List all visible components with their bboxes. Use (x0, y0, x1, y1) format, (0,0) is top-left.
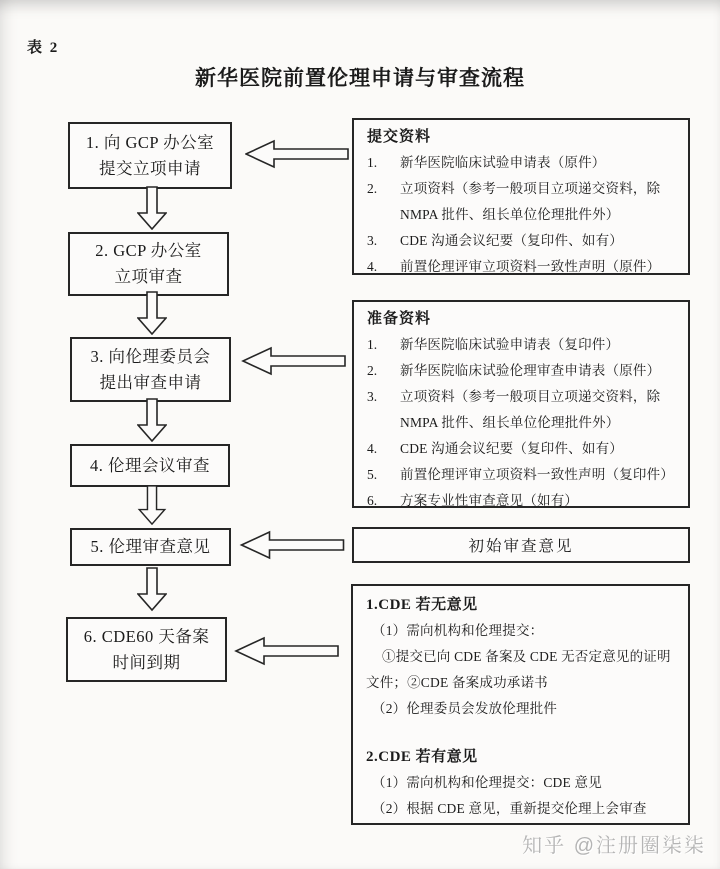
list-item (367, 176, 682, 228)
left-arrow-icon-4 (234, 636, 340, 666)
submit-materials-box (352, 118, 690, 275)
section-gap (366, 722, 680, 744)
left-arrow-icon-1 (245, 139, 349, 169)
cde-no-opinion-line: （1）需向机构和伦理提交： (372, 623, 544, 638)
list-item-number: 2. (367, 363, 378, 378)
flow-step-1-line2: 提交立项申请 (99, 158, 201, 178)
list-item (367, 462, 682, 488)
list-item-text: 新华医院临床试验伦理审查申请表（原件） (400, 363, 661, 378)
cde-has-opinion-line: （1）需向机构和伦理提交：CDE 意见 (372, 775, 602, 790)
list-item (367, 488, 682, 514)
list-item-number: 4. (367, 441, 378, 456)
flow-step-3 (70, 337, 231, 402)
down-arrow-icon-4 (137, 485, 167, 525)
list-item-text: CDE 沟通会议纪要（复印件、如有） (400, 233, 623, 248)
list-item (367, 384, 682, 436)
page-title: 新华医院前置伦理申请与审查流程 (195, 66, 525, 90)
list-item-text: 立项资料（参考一般项目立项递交资料，除 NMPA 批件、组长单位伦理批件外） (400, 389, 661, 430)
list-item-text: CDE 沟通会议纪要（复印件、如有） (400, 441, 623, 456)
list-item-number: 6. (367, 493, 378, 508)
list-item (367, 436, 682, 462)
flow-step-5-line1: 5. 伦理审查意见 (90, 537, 211, 556)
initial-opinion-box (352, 527, 690, 563)
submit-materials-title: 提交资料 (367, 129, 432, 145)
flow-step-2-line1: 2. GCP 办公室 (95, 241, 202, 260)
cde-no-opinion-line: 文件；②CDE 备案成功承诺书 (366, 675, 548, 690)
flow-step-2 (68, 232, 229, 296)
list-item-text: 前置伦理评审立项资料一致性声明（原件） (400, 259, 661, 274)
list-item-number: 1. (367, 337, 378, 352)
flow-step-1 (68, 122, 232, 189)
list-item-number: 1. (367, 155, 378, 170)
flow-step-6-line2: 时间到期 (112, 652, 181, 672)
flow-step-4 (70, 444, 230, 487)
list-item-text: 前置伦理评审立项资料一致性声明（复印件） (400, 467, 674, 482)
down-arrow-icon-1 (137, 186, 167, 230)
down-arrow-icon-5 (137, 566, 167, 612)
cde-has-opinion-line: （2）根据 CDE 意见，重新提交伦理上会审查 (372, 801, 647, 816)
list-item-number: 4. (367, 259, 378, 274)
list-item-number: 3. (367, 233, 378, 248)
left-arrow-icon-2 (240, 346, 348, 376)
down-arrow-icon-3 (137, 398, 167, 442)
list-item (367, 150, 682, 176)
list-item-number: 5. (367, 467, 378, 482)
list-item-text: 新华医院临床试验申请表（复印件） (400, 337, 620, 352)
list-item-text: 方案专业性审查意见（如有） (400, 493, 579, 508)
cde-opinion-box (351, 584, 690, 825)
list-item (367, 358, 682, 384)
flow-step-5 (70, 528, 231, 566)
list-item (367, 228, 682, 254)
list-item (367, 254, 682, 280)
cde-has-opinion-heading: 2.CDE 若有意见 (366, 749, 478, 765)
list-item-number: 3. (367, 389, 378, 404)
down-arrow-icon-2 (137, 291, 167, 335)
list-item-text: 新华医院临床试验申请表（原件） (400, 155, 606, 170)
table-label: 表 2 (27, 40, 60, 56)
cde-no-opinion-heading: 1.CDE 若无意见 (366, 597, 478, 613)
flow-step-3-line2: 提出审查申请 (99, 372, 202, 392)
flow-step-4-line1: 4. 伦理会议审查 (90, 455, 210, 475)
cde-no-opinion-line: ①提交已向 CDE 备案及 CDE 无否定意见的证明 (382, 649, 671, 664)
flow-step-6-line1: 6. CDE60 天备案 (83, 626, 210, 646)
flow-step-2-line2: 立项审查 (114, 267, 183, 286)
prepare-materials-title: 准备资料 (367, 311, 432, 327)
flow-step-1-line1: 1. 向 GCP 办公室 (85, 132, 215, 152)
left-arrow-icon-3 (237, 530, 348, 560)
flow-step-6 (66, 617, 227, 682)
watermark: 知乎 @注册圈柒柒 (522, 835, 706, 857)
list-item-number: 2. (367, 181, 378, 196)
list-item (367, 332, 682, 358)
prepare-materials-box (352, 300, 690, 508)
initial-opinion-label: 初始审查意见 (468, 538, 574, 555)
cde-no-opinion-line: （2）伦理委员会发放伦理批件 (372, 701, 558, 716)
flow-step-3-line1: 3. 向伦理委员会 (90, 346, 211, 366)
list-item-text: 立项资料（参考一般项目立项递交资料，除 NMPA 批件、组长单位伦理批件外） (400, 181, 661, 222)
